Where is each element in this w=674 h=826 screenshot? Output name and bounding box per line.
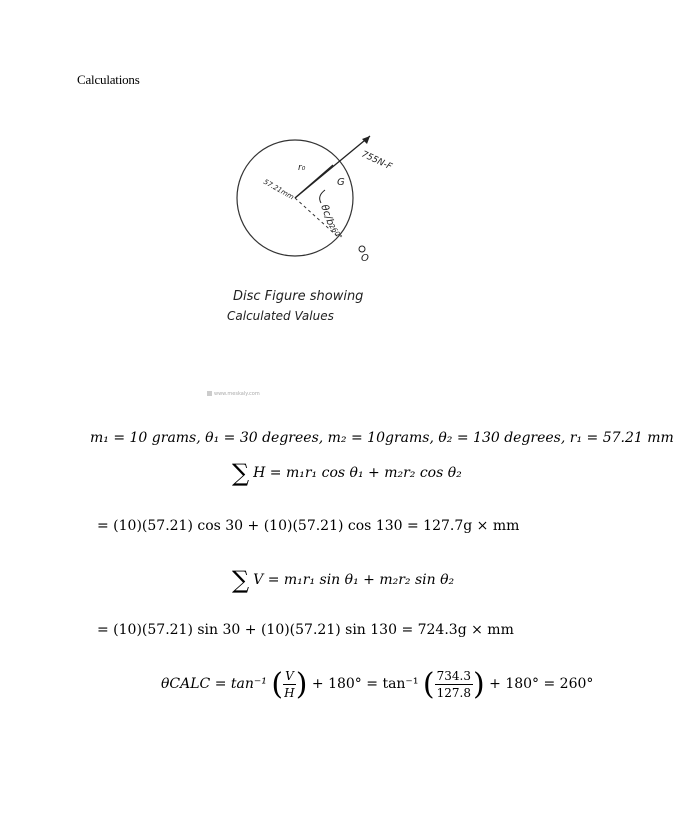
theta-calc-equation: θCALC = tan⁻¹ ( $\frac{V}{H}$ ) + 180° = tan⁻¹ ( $\frac{734.3}{127.8}$ ) + 180° = 260° (161, 667, 594, 702)
force-arrowhead (362, 136, 370, 144)
theta2-value: θ₂ = 130 degrees, (438, 430, 566, 446)
theta-calc-result: + 180° = 260° (489, 676, 594, 692)
horizontal-sum-equation (232, 459, 462, 487)
m2-value: m₂ = 10grams, (327, 430, 434, 446)
v-over-h-fraction: $\frac{V}{H}$ (284, 668, 295, 700)
g-label: G (337, 177, 345, 188)
theta-calc-middle: + 180° = tan⁻¹ (311, 676, 419, 692)
sigma-symbol: ∑ (232, 566, 250, 594)
vertical-sum-text: V = m₁r₁ sin θ₁ + m₂r₂ sin θ₂ (253, 572, 455, 588)
page-heading: Calculations (77, 72, 140, 87)
caption-line-1: Disc Figure showing (233, 289, 364, 304)
radius-label: 57.21mm (262, 177, 296, 202)
angle-arc (320, 190, 325, 203)
o-label: O (361, 253, 369, 264)
theta-label: θc/b (318, 203, 336, 228)
sigma-symbol: ∑ (232, 459, 250, 487)
m1-value: m₁ = 10 grams, (90, 430, 201, 446)
disc-figure (225, 128, 405, 348)
vertical-sum-equation (232, 566, 454, 594)
caption-line-2: Calculated Values (227, 309, 334, 323)
watermark: www.meskaly.com (207, 391, 260, 397)
theta1-value: θ₁ = 30 degrees, (205, 430, 324, 446)
horizontal-result-equation: = (10)(57.21) cos 30 + (10)(57.21) cos 130 = 127.7g × mm (97, 518, 520, 534)
vertical-result-equation: = (10)(57.21) sin 30 + (10)(57.21) sin 130 = 724.3g × mm (97, 622, 514, 638)
point-o-marker (359, 246, 365, 252)
force-label: 755N-F (359, 149, 394, 173)
theta-calc-lhs: θCALC = tan⁻¹ (161, 676, 267, 692)
numeric-fraction: $\frac{734.3}{127.8}$ (436, 668, 471, 700)
angle-label: 260° (327, 222, 344, 241)
r1-value: r₁ = 57.21 mm (569, 430, 674, 446)
disc-diagram (225, 128, 405, 348)
watermark-icon (207, 391, 212, 396)
given-values-equation (90, 430, 674, 446)
r-label: r₀ (298, 163, 306, 173)
horizontal-sum-text: H = m₁r₁ cos θ₁ + m₂r₂ cos θ₂ (253, 465, 462, 481)
